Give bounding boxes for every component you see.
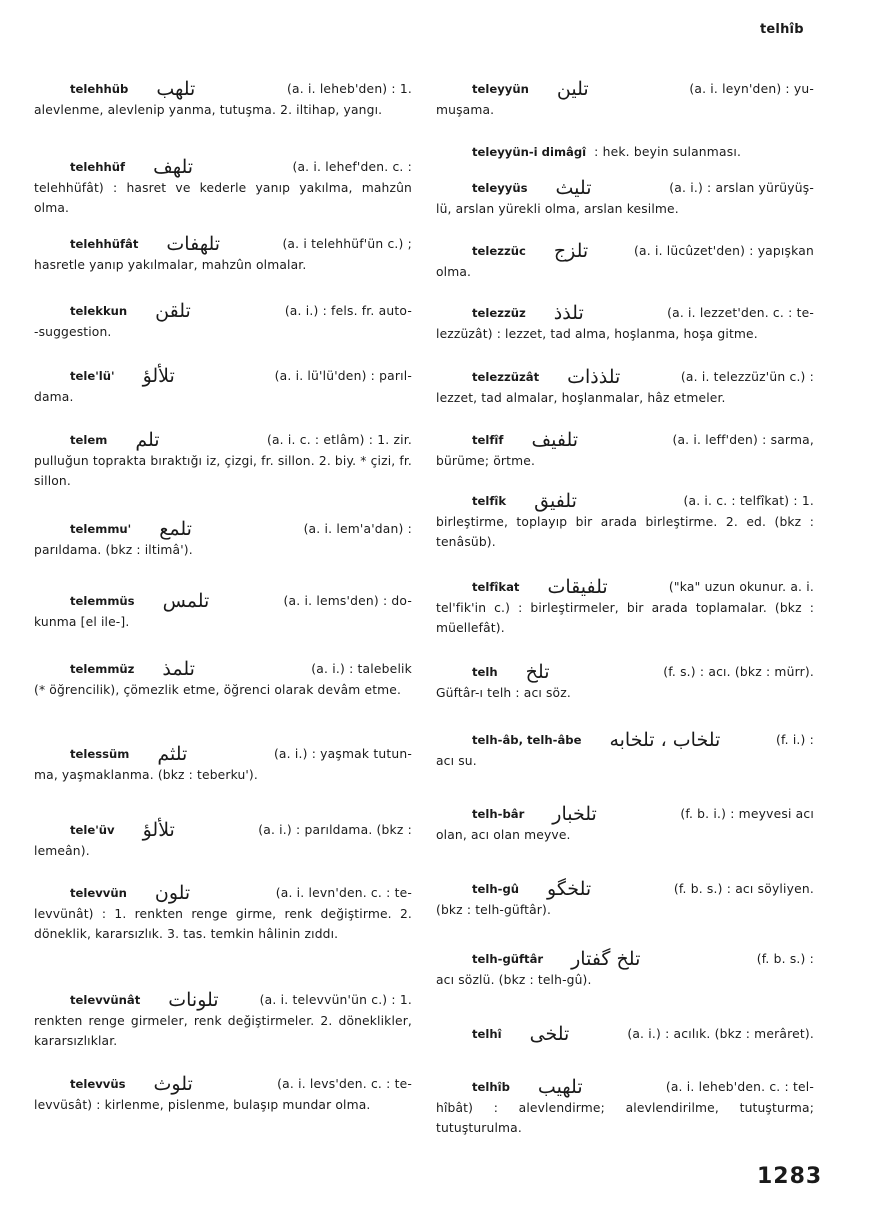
arabic-script: تلم bbox=[135, 428, 160, 451]
headword: telem bbox=[70, 433, 108, 447]
dictionary-entry bbox=[436, 661, 814, 703]
entry-head-line bbox=[436, 302, 814, 324]
dictionary-entry bbox=[34, 743, 412, 785]
dictionary-entry bbox=[436, 177, 814, 219]
headword: teleyyüs bbox=[472, 181, 528, 195]
etymology-text: (a. i. lü'lü'den) : parıl- bbox=[274, 369, 412, 383]
entry-head-line bbox=[34, 882, 412, 904]
etymology-text: (a. i. leff'den) : sarma, bbox=[672, 433, 814, 447]
dictionary-entry bbox=[34, 518, 412, 560]
headword: telemmu' bbox=[70, 522, 132, 536]
headword: telfîf bbox=[472, 433, 504, 447]
entry-head-line bbox=[436, 729, 814, 751]
arabic-script: تلمس bbox=[162, 589, 210, 612]
arabic-script: تلخ bbox=[525, 660, 550, 683]
arabic-script: تلونات bbox=[168, 988, 219, 1011]
headword: telh-âb, telh-âbe bbox=[472, 733, 582, 747]
definition-text: levvünât) : 1. renkten renge girme, renk değiştirme. 2. döneklik, kararsızlık. 3. tas. temkin hâlinin zıddı. bbox=[34, 907, 412, 941]
arabic-script: تلخى bbox=[529, 1022, 570, 1045]
definition-text: hîbât) : alevlendirme; alevlendirilme, tutuşturma; tutuşturulma. bbox=[436, 1101, 814, 1135]
etymology-text: (f. b. s.) : bbox=[756, 952, 814, 966]
definition-text: dama. bbox=[34, 390, 74, 404]
dictionary-entry bbox=[34, 989, 412, 1051]
dictionary-entry bbox=[436, 141, 814, 163]
entry-head-line bbox=[34, 156, 412, 178]
entry-head-line bbox=[436, 490, 814, 512]
arabic-script: تلذذ bbox=[553, 301, 584, 324]
dictionary-entry bbox=[34, 429, 412, 491]
arabic-script: تلوث bbox=[153, 1072, 193, 1095]
entry-head-line bbox=[436, 366, 814, 388]
etymology-text: (a. i. leheb'den. c. : tel- bbox=[665, 1080, 814, 1094]
entry-head-line bbox=[436, 240, 814, 262]
dictionary-entry bbox=[34, 658, 412, 700]
headword: telhîb bbox=[472, 1080, 510, 1094]
headword: telh-bâr bbox=[472, 807, 525, 821]
dictionary-entry bbox=[436, 576, 814, 638]
entry-head-line bbox=[436, 948, 814, 970]
definition-text: pulluğun toprakta bıraktığı iz, çizgi, fr. sillon. 2. biy. * çizi, fr. sillon. bbox=[34, 454, 412, 488]
entry-head-line bbox=[436, 878, 814, 900]
headword: telh-güftâr bbox=[472, 952, 544, 966]
arabic-script: تلمذ bbox=[162, 657, 195, 680]
arabic-script: تلخبار bbox=[552, 802, 597, 825]
arabic-script: تلألؤ bbox=[142, 364, 175, 387]
headword: telh bbox=[472, 665, 498, 679]
etymology-text: (a. i. lehef'den. c. : bbox=[292, 160, 412, 174]
entry-head-line bbox=[436, 576, 814, 598]
arabic-script: تلهب bbox=[156, 77, 196, 100]
arabic-script: تلخاب ، تلخابه bbox=[609, 728, 721, 751]
arabic-script: تلفيق bbox=[534, 489, 577, 512]
entry-head-line bbox=[436, 177, 814, 199]
definition-text: lü, arslan yürekli olma, arslan kesilme. bbox=[436, 202, 679, 216]
etymology-text: (a. i. televvün'ün c.) : 1. bbox=[259, 993, 412, 1007]
entry-head-line bbox=[34, 743, 412, 765]
headword: teleyyün-i dimâgî bbox=[472, 145, 587, 159]
etymology-text: (a. i. c. : etlâm) : 1. zir. bbox=[266, 433, 412, 447]
etymology-text: (a. i. leheb'den) : 1. bbox=[287, 82, 412, 96]
dictionary-entry bbox=[34, 156, 412, 218]
arabic-script: تلهف bbox=[153, 155, 194, 178]
definition-text: kunma [el ile-]. bbox=[34, 615, 130, 629]
arabic-script: تلخ گفتار bbox=[571, 947, 641, 970]
entry-head-line bbox=[34, 658, 412, 680]
headword: telezzüzât bbox=[472, 370, 540, 384]
dictionary-entry bbox=[436, 429, 814, 471]
dictionary-entry bbox=[34, 78, 412, 120]
etymology-text: (a. i. lezzet'den. c. : te- bbox=[667, 306, 814, 320]
arabic-script: تلخگو bbox=[547, 877, 592, 900]
dictionary-entry bbox=[34, 590, 412, 632]
etymology-text: (a. i.) : fels. fr. auto- bbox=[284, 304, 412, 318]
entry-head-line bbox=[34, 1073, 412, 1095]
headword: tele'üv bbox=[70, 823, 115, 837]
definition-text: lemeân). bbox=[34, 844, 90, 858]
definition-text: birleştirme, toplayıp bir arada birleştirme. 2. ed. (bkz : tenâsüb). bbox=[436, 515, 814, 549]
entry-head-line bbox=[34, 590, 412, 612]
definition-text: parıldama. (bkz : iltimâ'). bbox=[34, 543, 193, 557]
etymology-text: (a. i. lücûzet'den) : yapışkan bbox=[634, 244, 814, 258]
definition-text: alevlenme, alevlenip yanma, tutuşma. 2. iltihap, yangı. bbox=[34, 103, 383, 117]
arabic-script: تلزج bbox=[553, 239, 589, 262]
headword: telessüm bbox=[70, 747, 130, 761]
entry-head-line bbox=[436, 1023, 814, 1045]
entry-head-line bbox=[34, 518, 412, 540]
headword: telehhüfât bbox=[70, 237, 139, 251]
dictionary-entry bbox=[436, 490, 814, 552]
headword: televvünât bbox=[70, 993, 141, 1007]
definition-text: olma. bbox=[436, 265, 472, 279]
etymology-text: (f. i.) : bbox=[775, 733, 814, 747]
etymology-text: (a. i. leyn'den) : yu- bbox=[689, 82, 814, 96]
definition-text: lezzet, tad almalar, hoşlanmalar, hâz etmeler. bbox=[436, 391, 726, 405]
etymology-text: (a. i.) : talebelik bbox=[311, 662, 412, 676]
arabic-script: تلهفات bbox=[166, 232, 221, 255]
definition-text: lezzüzât) : lezzet, tad alma, hoşlanma, hoşa gitme. bbox=[436, 327, 758, 341]
arabic-script: تلفيف bbox=[531, 428, 579, 451]
definition-text: olan, acı olan meyve. bbox=[436, 828, 571, 842]
definition-text: renkten renge girmeler, renk değiştirmeler. 2. döneklikler, kararsızlıklar. bbox=[34, 1014, 412, 1048]
dictionary-entry bbox=[34, 233, 412, 275]
entry-head-line bbox=[436, 803, 814, 825]
dictionary-entry bbox=[436, 240, 814, 282]
dictionary-entry bbox=[436, 78, 814, 120]
etymology-text: ("ka" uzun okunur. a. i. bbox=[668, 580, 814, 594]
entry-head-line bbox=[34, 300, 412, 322]
dictionary-entry bbox=[34, 819, 412, 861]
definition-text: (* öğrencilik), çömezlik etme, öğrenci olarak devâm etme. bbox=[34, 683, 402, 697]
definition-text: acı sözlü. (bkz : telh-gû). bbox=[436, 973, 592, 987]
arabic-script: تليث bbox=[555, 176, 592, 199]
definition-text: (bkz : telh-güftâr). bbox=[436, 903, 552, 917]
guide-word: telhîb bbox=[760, 22, 804, 37]
etymology-text: (a. i. telezzüz'ün c.) : bbox=[680, 370, 814, 384]
arabic-script: تلين bbox=[556, 77, 589, 100]
headword: telemmüz bbox=[70, 662, 135, 676]
headword: telhî bbox=[472, 1027, 502, 1041]
definition-text: bürüme; örtme. bbox=[436, 454, 535, 468]
definition-text: tel'fik'in c.) : birleştirmeler, bir arada toplamalar. (bkz : müellefât). bbox=[436, 601, 814, 635]
headword: telfîkat bbox=[472, 580, 520, 594]
dictionary-entry bbox=[34, 300, 412, 342]
entry-head-line bbox=[34, 429, 412, 451]
definition-text: acı su. bbox=[436, 754, 477, 768]
headword: telezzüc bbox=[472, 244, 526, 258]
dictionary-entry bbox=[436, 302, 814, 344]
entry-head-line bbox=[436, 429, 814, 451]
entry-head-line bbox=[34, 365, 412, 387]
dictionary-entry bbox=[436, 878, 814, 920]
dictionary-entry bbox=[436, 1023, 814, 1045]
headword: telezzüz bbox=[472, 306, 526, 320]
dictionary-entry bbox=[436, 1076, 814, 1138]
headword: tele'lü' bbox=[70, 369, 115, 383]
etymology-text: (f. b. i.) : meyvesi acı bbox=[680, 807, 814, 821]
headword: televvüs bbox=[70, 1077, 126, 1091]
arabic-script: تلقن bbox=[155, 299, 191, 322]
definition-text: levvüsât) : kirlenme, pislenme, bulaşıp mundar olma. bbox=[34, 1098, 371, 1112]
headword: telfîk bbox=[472, 494, 507, 508]
etymology-text: (f. b. s.) : acı söyliyen. bbox=[673, 882, 814, 896]
definition-text: ma, yaşmaklanma. (bkz : teberku'). bbox=[34, 768, 258, 782]
etymology-text: (a. i. c. : telfîkat) : 1. bbox=[683, 494, 814, 508]
etymology-text: (a. i. lems'den) : do- bbox=[283, 594, 412, 608]
dictionary-entry bbox=[34, 1073, 412, 1115]
etymology-text: (a. i. levn'den. c. : te- bbox=[275, 886, 412, 900]
arabic-script: تلمع bbox=[159, 517, 192, 540]
etymology-text: (a. i. lem'a'dan) : bbox=[303, 522, 412, 536]
etymology-text: (a. i.) : parıldama. (bkz : bbox=[258, 823, 412, 837]
dictionary-entry bbox=[436, 366, 814, 408]
headword: telehhüb bbox=[70, 82, 129, 96]
headword: telh-gû bbox=[472, 882, 519, 896]
entry-head-line bbox=[436, 1076, 814, 1098]
definition-text: -suggestion. bbox=[34, 325, 112, 339]
dictionary-entry bbox=[436, 729, 814, 771]
etymology-text: (a. i telehhüf'ün c.) ; bbox=[282, 237, 412, 251]
entry-head-line bbox=[436, 78, 814, 100]
etymology-text: (a. i.) : yaşmak tutun- bbox=[273, 747, 412, 761]
entry-head-line bbox=[34, 819, 412, 841]
dictionary-entry bbox=[436, 803, 814, 845]
definition-text: Güftâr-ı telh : acı söz. bbox=[436, 686, 571, 700]
etymology-text: (a. i.) : arslan yürüyüş- bbox=[669, 181, 814, 195]
arabic-script: تلثم bbox=[157, 742, 188, 765]
arabic-script: تلألؤ bbox=[142, 818, 175, 841]
entry-head-line bbox=[34, 233, 412, 255]
definition-text: telehhüfât) : hasret ve kederle yanıp yakılma, mahzûn olma. bbox=[34, 181, 412, 215]
dictionary-entry bbox=[34, 882, 412, 944]
headword: telemmüs bbox=[70, 594, 135, 608]
headword: telekkun bbox=[70, 304, 128, 318]
etymology-text: (a. i.) : acılık. (bkz : merâret). bbox=[627, 1027, 814, 1041]
etymology-text: (f. s.) : acı. (bkz : mürr). bbox=[663, 665, 814, 679]
definition-text: muşama. bbox=[436, 103, 495, 117]
arabic-script: تلفيقات bbox=[547, 575, 608, 598]
headword: telehhüf bbox=[70, 160, 126, 174]
etymology-text: (a. i. levs'den. c. : te- bbox=[277, 1077, 412, 1091]
dictionary-entry bbox=[436, 948, 814, 990]
arabic-script: تلذذات bbox=[567, 365, 621, 388]
headword: televvün bbox=[70, 886, 127, 900]
entry-head-line bbox=[436, 661, 814, 683]
arabic-script: تلهيب bbox=[537, 1075, 583, 1098]
dictionary-entry bbox=[34, 365, 412, 407]
headword: teleyyün bbox=[472, 82, 529, 96]
entry-head-line bbox=[34, 989, 412, 1011]
arabic-script: تلون bbox=[154, 881, 191, 904]
entry-head-line bbox=[34, 78, 412, 100]
entry-head-line bbox=[436, 141, 814, 163]
definition-text: hasretle yanıp yakılmalar, mahzûn olmalar. bbox=[34, 258, 307, 272]
etymology-text: : hek. beyin sulanması. bbox=[594, 145, 742, 159]
page-number: 1283 bbox=[757, 1164, 823, 1189]
